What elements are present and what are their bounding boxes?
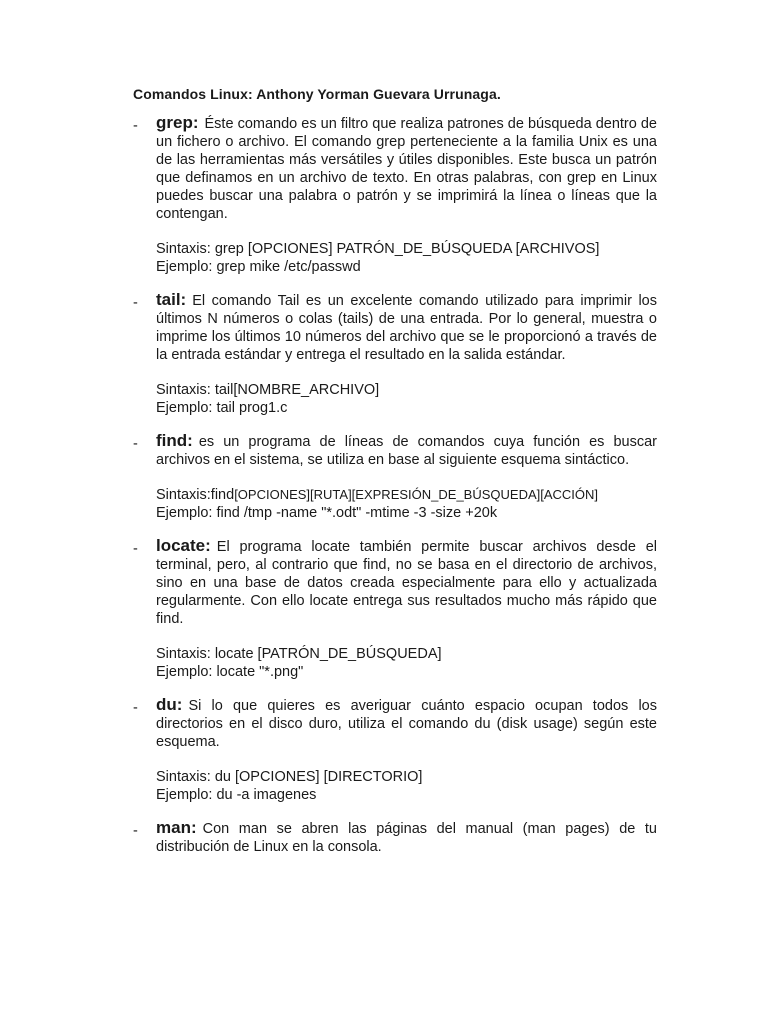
command-description-text: Con man se abren las páginas del manual (man pages) de tu distribución de Linux en la consola.: [156, 821, 657, 855]
command-description: [156, 291, 657, 364]
command-name: du:: [156, 695, 183, 714]
command-syntax-args: [OPCIONES][RUTA][EXPRESIÓN_DE_BÚSQUEDA][ACCIÓN]: [234, 487, 599, 502]
command-example: Ejemplo: find /tmp -name "*.odt" -mtime -3 -size +20k: [156, 505, 498, 521]
bullet-dash: -: [133, 295, 138, 311]
command-description: [156, 696, 657, 751]
command-description-text: El programa locate también permite buscar archivos desde el terminal, pero, al contrario que find, no se basa en el directorio de archivos, sino en una base de datos creada especialmente para ello y actualizada regularmente. Con ello locate entrega sus resultados mucho más rápido que find.: [156, 539, 657, 627]
command-item-tail: [133, 291, 657, 417]
command-syntax: Sintaxis: grep [OPCIONES] PATRÓN_DE_BÚSQUEDA [ARCHIVOS]: [156, 241, 600, 257]
command-item-grep: [133, 114, 657, 276]
command-item-man: [133, 819, 657, 856]
command-syntax: Sintaxis: du [OPCIONES] [DIRECTORIO]: [156, 769, 423, 785]
command-example: Ejemplo: grep mike /etc/passwd: [156, 259, 361, 275]
command-description: [156, 819, 657, 856]
command-description: [156, 432, 657, 469]
document-title: Comandos Linux: Anthony Yorman Guevara Urrunaga.: [133, 86, 501, 102]
command-name: locate:: [156, 536, 211, 555]
bullet-dash: -: [133, 541, 138, 557]
bullet-dash: -: [133, 700, 138, 716]
command-name: man:: [156, 818, 197, 837]
command-item-find: [133, 432, 657, 522]
command-name: tail:: [156, 290, 187, 309]
command-syntax-block: [156, 486, 657, 522]
command-description-text: Éste comando es un filtro que realiza patrones de búsqueda dentro de un fichero o archivo. El comando grep perteneciente a la familia Unix es una de las herramientas más versátiles y útiles disponibles. Este busca un patrón que definamos en un archivo de texto. En otras palabras, con grep en Linux puedes buscar una palabra o patrón y se imprimirá la línea o líneas que la contengan.: [156, 116, 657, 222]
command-syntax-block: [156, 240, 657, 276]
command-list: [133, 114, 657, 871]
command-description-text: Si lo que quieres es averiguar cuánto espacio ocupan todos los directorios en el disco duro, utiliza el comando du (disk usage) según este esquema.: [156, 698, 657, 750]
command-name: grep:: [156, 113, 199, 132]
command-syntax-prefix: Sintaxis:find: [156, 487, 235, 503]
command-example: Ejemplo: du -a imagenes: [156, 787, 317, 803]
command-example: Ejemplo: tail prog1.c: [156, 400, 288, 416]
command-syntax-block: [156, 645, 657, 681]
command-name: find:: [156, 431, 193, 450]
command-example: Ejemplo: locate "*.png": [156, 664, 304, 680]
command-syntax-block: [156, 381, 657, 417]
command-syntax: Sintaxis: locate [PATRÓN_DE_BÚSQUEDA]: [156, 646, 442, 662]
command-item-du: [133, 696, 657, 804]
bullet-dash: -: [133, 118, 138, 134]
command-syntax-block: [156, 768, 657, 804]
command-description: [156, 537, 657, 628]
bullet-dash: -: [133, 436, 138, 452]
command-syntax: Sintaxis: tail[NOMBRE_ARCHIVO]: [156, 382, 380, 398]
command-syntax: [156, 486, 657, 504]
command-description: [156, 114, 657, 223]
bullet-dash: -: [133, 823, 138, 839]
command-description-text: es un programa de líneas de comandos cuya función es buscar archivos en el sistema, se utiliza en base al siguiente esquema sintáctico.: [156, 434, 657, 468]
command-description-text: El comando Tail es un excelente comando utilizado para imprimir los últimos N números o colas (tails) de una entrada. Por lo general, muestra o imprime los últimos 10 números del archivo que se le proporcionó a través de la entrada estándar y entrega el resultado en la salida estándar.: [156, 293, 657, 363]
command-item-locate: [133, 537, 657, 681]
